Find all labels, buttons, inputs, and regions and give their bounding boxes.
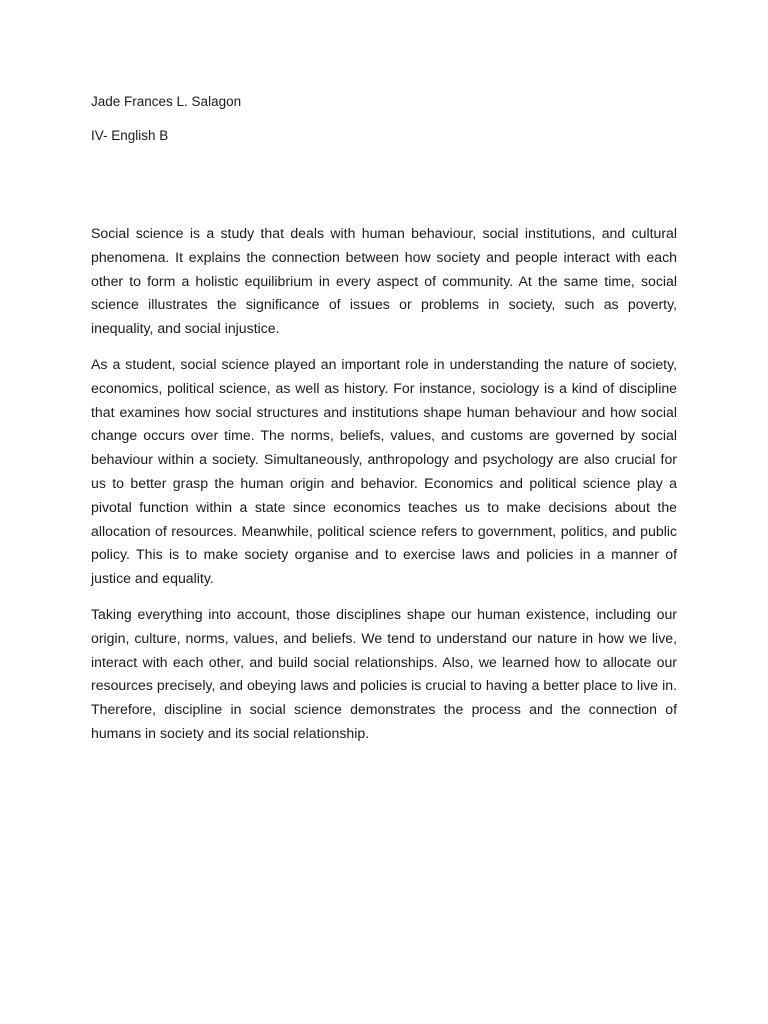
paragraph-2: As a student, social science played an important role in understanding the nature of society, economics, political science, as well as history. For instance, sociology is a kind of discipline that examines how social structures and institutions shape human behaviour and how social change occurs over time. The norms, beliefs, values, and customs are governed by social behaviour within a society. Simultaneously, anthropology and psychology are also crucial for us to better grasp the human origin and behavior. Economics and political science play a pivotal function within a state since economics teaches us to make decisions about the allocation of resources. Meanwhile, political science refers to government, politics, and public policy. This is to make society organise and to exercise laws and policies in a manner of justice and equality.	[91, 355, 677, 587]
paragraph-3: Taking everything into account, those disciplines shape our human existence, including our origin, culture, norms, values, and beliefs. We tend to understand our nature in how we live, interact with each other, and build social relationships. Also, we learned how to allocate our resources precisely, and obeying laws and policies is crucial to having a better place to live in. Therefore, discipline in social science demonstrates the process and the connection of humans in society and its social relationship.	[91, 605, 677, 741]
author-name: Jade Frances L. Salagon	[91, 94, 242, 109]
course-section: IV- English B	[91, 128, 169, 143]
paragraph-1: Social science is a study that deals with human behaviour, social institutions, and cultural phenomena. It explains the connection between how society and people interact with each other to form a holistic equilibrium in every aspect of community. At the same time, social science illustrates the significance of issues or problems in society, such as poverty, inequality, and social injustice.	[91, 225, 677, 337]
essay-body	[91, 222, 677, 758]
